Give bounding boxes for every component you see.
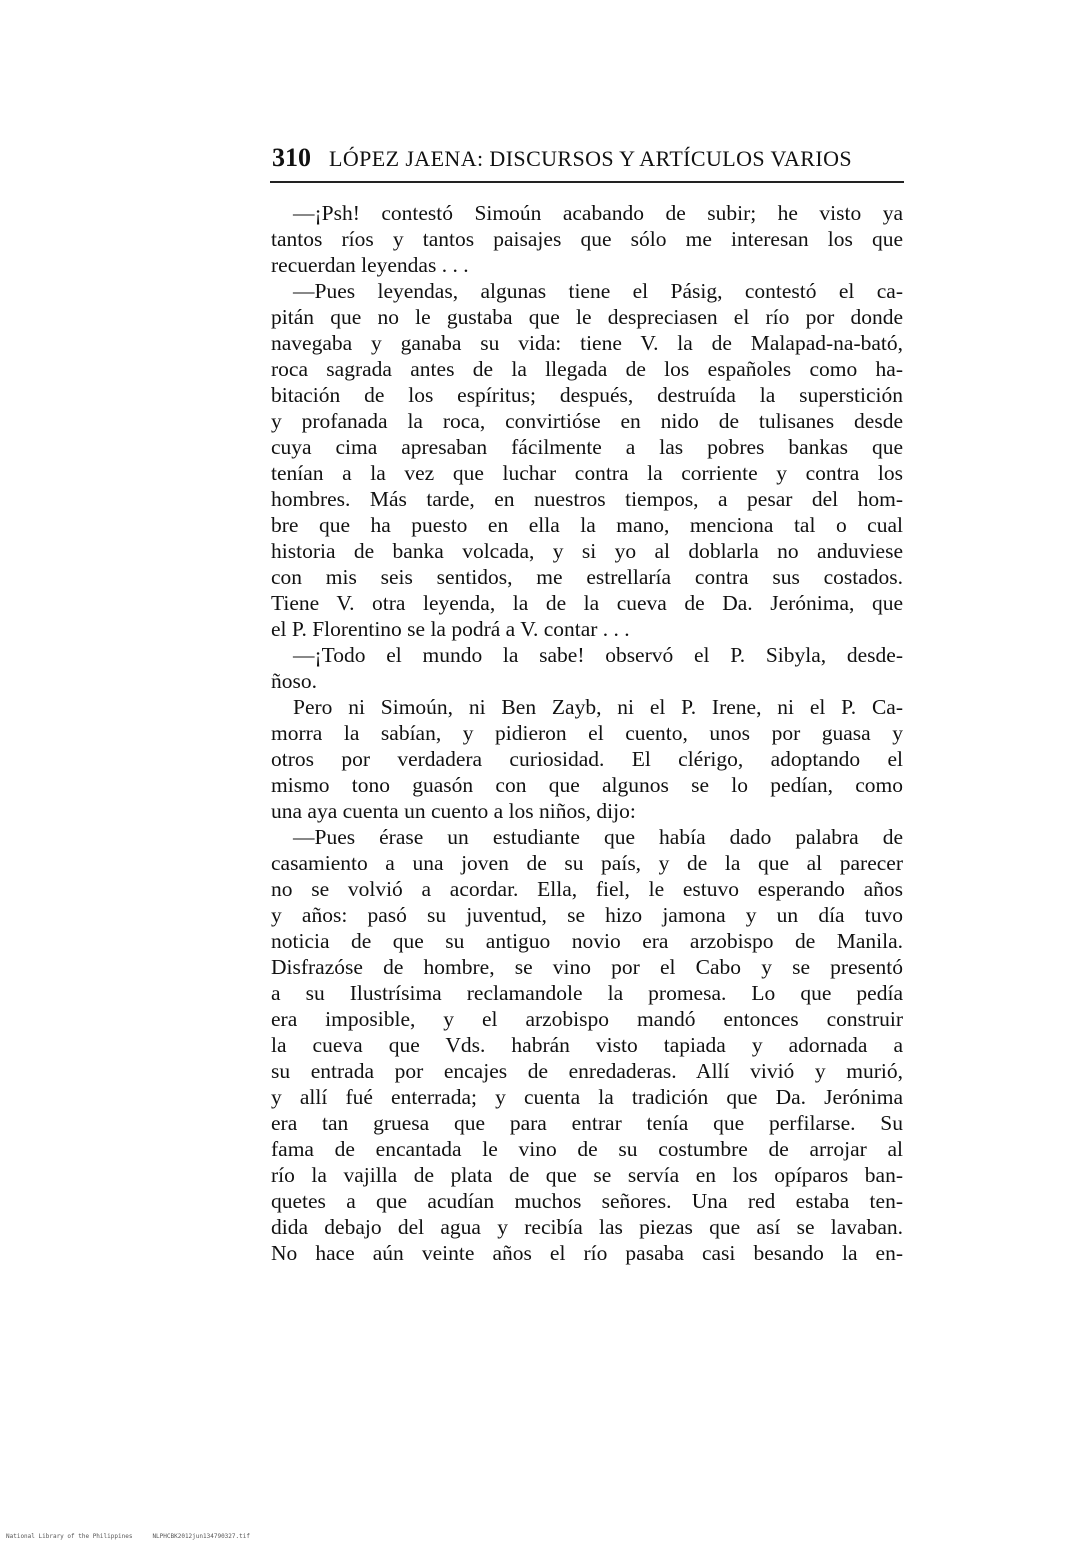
text-line: otros por verdadera curiosidad. El clérigo, adoptando el (271, 747, 903, 771)
body-text (271, 200, 903, 1266)
text-line: roca sagrada antes de la llegada de los españoles como ha- (271, 357, 903, 381)
text-line: recuerdan leyendas . . . (271, 253, 469, 277)
text-line: navegaba y ganaba su vida: tiene V. la de Malapad-na-bató, (271, 331, 903, 355)
text-line: tantos ríos y tantos paisajes que sólo me interesan los que (271, 227, 903, 251)
header-rule (270, 181, 904, 183)
text-line: —Pues leyendas, algunas tiene el Pásig, contestó el ca- (293, 279, 903, 303)
text-line: bitación de los espíritus; después, destruída la superstición (271, 383, 903, 407)
text-line: morra la sabían, y pidieron el cuento, unos por guasa y (271, 721, 903, 745)
text-line: con mis seis sentidos, me estrellaría contra sus costados. (271, 565, 903, 589)
text-line: una aya cuenta un cuento a los niños, dijo: (271, 799, 636, 823)
page-number: 310 (272, 143, 311, 172)
text-line: su entrada por encajes de enredaderas. Allí vivió y murió, (271, 1059, 903, 1083)
text-line: —¡Todo el mundo la sabe! observó el P. Sibyla, desde- (293, 643, 903, 667)
text-line: era imposible, y el arzobispo mandó entonces construir (271, 1007, 903, 1031)
text-line: a su Ilustrísima reclamandole la promesa. Lo que pedía (271, 981, 903, 1005)
page-header (272, 143, 904, 179)
text-line: río la vajilla de plata de que se servía en los opíparos ban- (271, 1163, 903, 1187)
text-line: mismo tono guasón con que algunos se lo pedían, como (271, 773, 903, 797)
text-line: el P. Florentino se la podrá a V. contar . . . (271, 617, 630, 641)
text-line: la cueva que Vds. habrán visto tapiada y adornada a (271, 1033, 903, 1057)
text-line: hombres. Más tarde, en nuestros tiempos, a pesar del hom- (271, 487, 903, 511)
text-line: historia de banka volcada, y si yo al doblarla no anduviese (271, 539, 903, 563)
text-line: —Pues érase un estudiante que había dado palabra de (293, 825, 903, 849)
text-line: No hace aún veinte años el río pasaba casi besando la en- (271, 1241, 903, 1265)
text-line: Tiene V. otra leyenda, la de la cueva de Da. Jerónima, que (271, 591, 903, 615)
running-title: LÓPEZ JAENA: DISCURSOS Y ARTÍCULOS VARIOS (329, 146, 852, 171)
text-line: bre que ha puesto en ella la mano, menciona tal o cual (271, 513, 903, 537)
text-line: y profanada la roca, convirtióse en nido de tulisanes desde (271, 409, 903, 433)
text-line: y allí fué enterrada; y cuenta la tradición que Da. Jerónima (271, 1085, 903, 1109)
file-id: NLPHCBK2012jun134790327.tif (152, 1533, 250, 1540)
text-line: tenían a la vez que luchar contra la corriente y contra los (271, 461, 903, 485)
text-line: ñoso. (271, 669, 317, 693)
text-line: cuya cima apresaban fácilmente a las pobres bankas que (271, 435, 903, 459)
text-line: quetes a que acudían muchos señores. Una red estaba ten- (271, 1189, 903, 1213)
text-line: casamiento a una joven de su país, y de la que al parecer (271, 851, 903, 875)
text-line: no se volvió a acordar. Ella, fiel, le estuvo esperando años (271, 877, 903, 901)
library-credit: National Library of the Philippines (6, 1533, 133, 1540)
text-line: dida debajo del agua y recibía las piezas que así se lavaban. (271, 1215, 903, 1239)
text-line: noticia de que su antiguo novio era arzobispo de Manila. (271, 929, 903, 953)
text-line: fama de encantada le vino de su costumbre de arrojar al (271, 1137, 903, 1161)
text-line: era tan gruesa que para entrar tenía que perfilarse. Su (271, 1111, 903, 1135)
text-line: Disfrazóse de hombre, se vino por el Cabo y se presentó (271, 955, 903, 979)
text-line: —¡Psh! contestó Simoún acabando de subir; he visto ya (293, 201, 903, 225)
scan-footer (6, 1533, 406, 1543)
text-line: Pero ni Simoún, ni Ben Zayb, ni el P. Irene, ni el P. Ca- (293, 695, 903, 719)
text-line: pitán que no le gustaba que le despreciasen el río por donde (271, 305, 903, 329)
text-line: y años: pasó su juventud, se hizo jamona y un día tuvo (271, 903, 903, 927)
